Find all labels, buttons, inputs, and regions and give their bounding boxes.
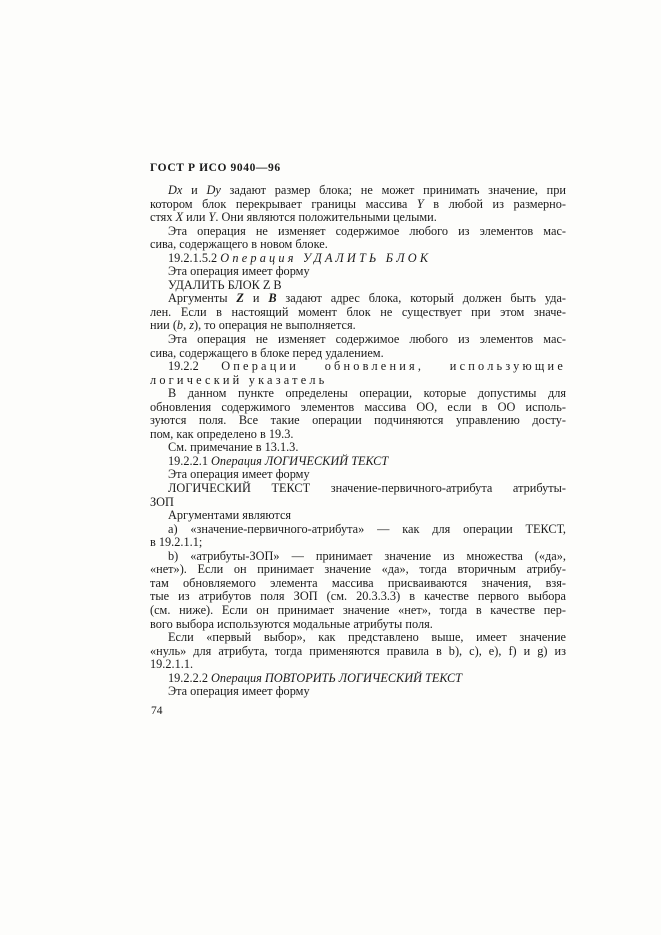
text-segment: 19.2.2.1 bbox=[168, 453, 212, 468]
text-segment: тые из атрибутов поля ЗОП (см. 20.3.3.3) в качестве первого выбора bbox=[150, 589, 566, 604]
text-line bbox=[150, 631, 566, 645]
text-line bbox=[150, 347, 566, 361]
text-segment: Операция УДАЛИТЬ БЛОК bbox=[220, 250, 432, 265]
text-line bbox=[150, 211, 566, 225]
text-segment: ЗОП bbox=[150, 494, 174, 509]
text-segment: . Они являются положительными целыми. bbox=[215, 210, 437, 225]
text-segment: 19.2.2.2 bbox=[168, 670, 212, 685]
text-segment: 19.2.2 bbox=[168, 359, 222, 374]
text-line bbox=[150, 292, 566, 306]
text-segment: ), то операция не выполняется. bbox=[194, 318, 356, 333]
text-line bbox=[150, 550, 566, 564]
text-line bbox=[150, 496, 566, 510]
text-segment: пом, как определено в 19.3. bbox=[150, 426, 294, 441]
text-line bbox=[150, 265, 566, 279]
text-line bbox=[150, 536, 566, 550]
text-segment: вого выбора используются модальные атрибуты поля. bbox=[150, 616, 433, 631]
text-line bbox=[150, 333, 566, 347]
document-header: ГОСТ Р ИСО 9040—96 bbox=[150, 162, 281, 174]
text-segment: Аргументы bbox=[168, 291, 237, 306]
text-segment: Y bbox=[416, 196, 424, 211]
text-segment: логический указатель bbox=[150, 372, 328, 387]
text-line bbox=[150, 604, 566, 618]
text-line bbox=[150, 441, 566, 455]
text-segment: и bbox=[243, 291, 269, 306]
text-segment: Эта операция имеет форму bbox=[168, 684, 310, 699]
text-line bbox=[150, 184, 566, 198]
text-segment: задают размер блока; не может принимать значение, при bbox=[220, 183, 566, 197]
text-segment: Эта операция имеет форму bbox=[168, 467, 310, 482]
text-segment: Операция ПОВТОРИТЬ ЛОГИЧЕСКИЙ ТЕКСТ bbox=[211, 670, 463, 685]
text-segment: лен. Если в настоящий момент блок не существует при этом значе- bbox=[150, 304, 566, 319]
text-line bbox=[150, 306, 566, 320]
text-line bbox=[150, 401, 566, 415]
text-line bbox=[150, 658, 566, 672]
text-line bbox=[150, 563, 566, 577]
text-line bbox=[150, 428, 566, 442]
text-line bbox=[150, 645, 566, 659]
text-segment: ЛОГИЧЕСКИЙ ТЕКСТ значение-первичного-атрибута атрибуты- bbox=[168, 481, 566, 496]
text-line bbox=[150, 198, 566, 212]
text-segment: Эта операция не изменяет содержимое любого из элементов мас- bbox=[168, 223, 566, 238]
text-line bbox=[150, 590, 566, 604]
text-line bbox=[150, 414, 566, 428]
text-segment: там обновляемого элемента массива присваиваются значения, взя- bbox=[150, 575, 566, 590]
text-segment: УДАЛИТЬ БЛОК Z B bbox=[168, 277, 282, 292]
text-segment: Операции обновления, использующие bbox=[221, 359, 566, 374]
text-segment: зуются поля. Все такие операции подчиняются управлению досту- bbox=[150, 413, 566, 428]
page-body-text bbox=[150, 184, 566, 699]
text-segment: «нуль» для атрибута, тогда применяются правила в b), c), e), f) и g) из bbox=[150, 643, 566, 658]
text-segment: (см. ниже). Если он принимает значение «нет», тогда в качестве пер- bbox=[150, 602, 566, 617]
text-segment: 19.2.1.5.2 bbox=[168, 250, 221, 265]
text-segment: сива, содержащего в новом блоке. bbox=[150, 237, 328, 252]
text-line bbox=[150, 523, 566, 537]
text-line bbox=[150, 279, 566, 293]
text-line bbox=[150, 468, 566, 482]
text-segment: Dx bbox=[168, 183, 183, 197]
text-segment: и bbox=[182, 183, 207, 197]
text-segment: Z bbox=[236, 291, 244, 306]
text-segment: котором блок перекрывает границы массива bbox=[150, 196, 417, 211]
text-segment: задают адрес блока, который должен быть уда- bbox=[276, 291, 567, 306]
text-segment: В данном пункте определены операции, которые допустимы для bbox=[168, 386, 566, 401]
text-segment: z bbox=[189, 318, 195, 333]
text-segment: b bbox=[176, 318, 184, 333]
text-segment: Если «первый выбор», как представлено выше, имеет значение bbox=[168, 630, 566, 645]
text-line bbox=[150, 225, 566, 239]
text-segment: Эта операция не изменяет содержимое любого из элементов мас- bbox=[168, 332, 566, 347]
text-segment: Y bbox=[208, 210, 216, 225]
text-line bbox=[150, 387, 566, 401]
text-segment: Операция ЛОГИЧЕСКИЙ ТЕКСТ bbox=[211, 453, 389, 468]
text-segment: в любой из размерно- bbox=[423, 196, 566, 211]
text-segment: обновления содержимого элементов массива ОО, если в ОО исполь- bbox=[150, 399, 566, 414]
text-segment: сива, содержащего в блоке перед удалением. bbox=[150, 345, 384, 360]
text-segment: Аргументами являются bbox=[168, 508, 292, 523]
text-line bbox=[150, 319, 566, 333]
text-line bbox=[150, 252, 566, 266]
text-line bbox=[150, 374, 566, 388]
text-line bbox=[150, 577, 566, 591]
text-segment: 19.2.1.1. bbox=[150, 657, 194, 672]
text-line bbox=[150, 685, 566, 699]
text-line bbox=[150, 672, 566, 686]
text-line bbox=[150, 618, 566, 632]
text-segment: или bbox=[183, 210, 209, 225]
text-segment: стях bbox=[150, 210, 176, 225]
text-segment: нии ( bbox=[150, 318, 177, 333]
text-line bbox=[150, 360, 566, 374]
text-segment: b) «атрибуты-ЗОП» — принимает значение из множества («да», bbox=[168, 548, 566, 563]
text-segment: Эта операция имеет форму bbox=[168, 264, 310, 279]
text-line bbox=[150, 509, 566, 523]
text-segment: «нет»). Если он принимает значение «да», тогда вторичным атрибу- bbox=[150, 562, 566, 577]
text-segment: B bbox=[268, 291, 277, 306]
text-segment: X bbox=[175, 210, 184, 225]
text-segment: См. примечание в 13.1.3. bbox=[168, 440, 299, 455]
text-line bbox=[150, 482, 566, 496]
text-line bbox=[150, 238, 566, 252]
text-segment: в 19.2.1.1; bbox=[150, 535, 203, 550]
text-segment: , bbox=[183, 318, 190, 333]
text-segment: Dy bbox=[206, 183, 221, 197]
text-segment: a) «значение-первичного-атрибута» — как для операции ТЕКСТ, bbox=[168, 521, 566, 536]
text-line bbox=[150, 455, 566, 469]
page-number: 74 bbox=[151, 705, 163, 717]
